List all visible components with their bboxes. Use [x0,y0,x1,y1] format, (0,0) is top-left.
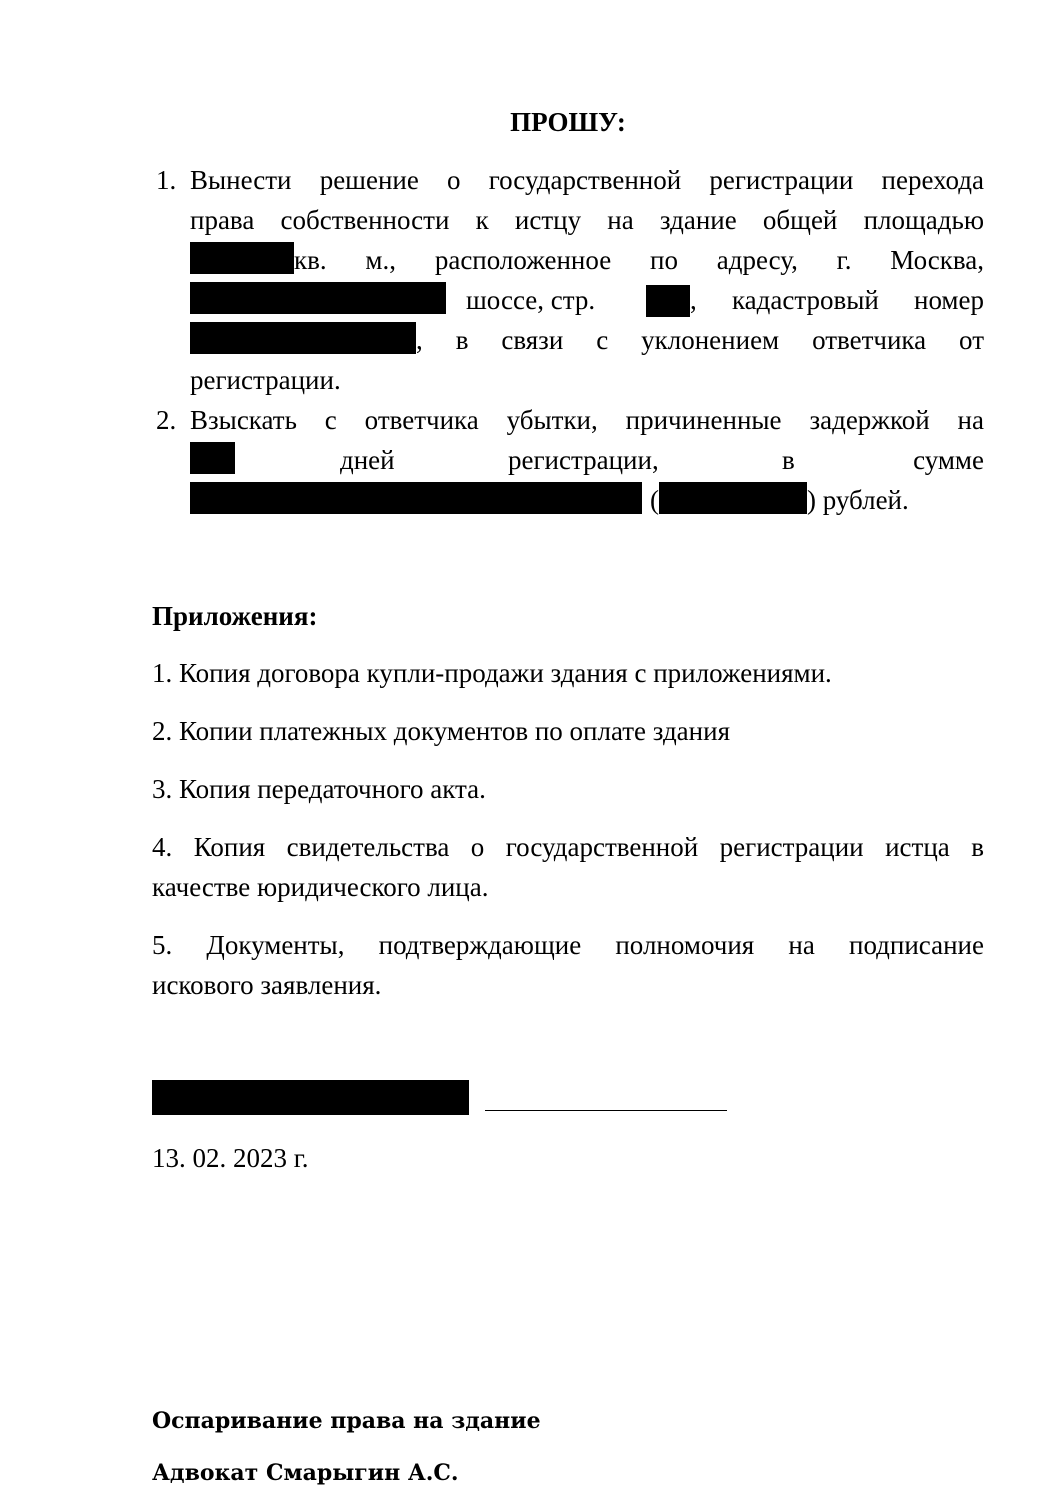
list-item-text: в [782,445,795,475]
footer-caption: Оспаривание права на здание [152,1408,541,1434]
redaction-block [190,482,642,514]
attachment-item: 1. Копия договора купли-продажи здания с приложениями. [152,658,832,688]
list-item-line [190,440,984,480]
attachment-item-line: качестве юридического лица. [152,872,489,902]
list-item-text: дней [340,445,395,475]
list-item-text: , кадастровый номер [690,285,984,315]
redaction-block [190,242,294,274]
page-title: ПРОШУ: [510,107,626,137]
footer-author: Адвокат Смарыгин А.С. [152,1460,459,1486]
attachment-item [152,827,984,907]
attachment-item-line: 4. Копия свидетельства о государственной регистрации истца в [152,832,984,862]
list-item-number: 2. [156,405,177,435]
signatory-redaction [152,1080,469,1115]
signature-line [485,1110,727,1111]
attachment-item [152,925,984,1005]
list-item-line [190,320,984,360]
list-item-line [190,480,984,520]
list-item-line: Вынести решение о государственной регистрации перехода [190,165,984,195]
redaction-block [190,442,235,474]
redaction-block [190,282,446,314]
list-item-line [190,280,984,320]
list-item-text: кв. м., расположенное по адресу, г. Москва, [294,245,984,275]
list-item-line [190,240,984,280]
list-item-line: Взыскать с ответчика убытки, причиненные задержкой на [190,405,984,435]
list-item-line: права собственности к истцу на здание общей площадью [190,205,984,235]
document-date: 13. 02. 2023 г. [152,1143,309,1173]
attachment-item-line: 5. Документы, подтверждающие полномочия на подписание [152,930,984,960]
attachment-item-line: искового заявления. [152,970,382,1000]
redaction-block [659,482,807,514]
list-item-text: , в связи с уклонением ответчика от [416,325,984,355]
list-item-text: ( [650,485,659,515]
attachment-item: 2. Копии платежных документов по оплате здания [152,716,730,746]
list-item-text: сумме [913,445,984,475]
attachments-title: Приложения: [152,601,318,631]
list-item-text: ) рублей. [807,485,909,515]
list-item-text: шоссе, стр. [466,285,596,315]
list-item-text: регистрации, [508,445,659,475]
list-item-line: регистрации. [190,365,341,395]
redaction-block [646,285,690,317]
attachment-item: 3. Копия передаточного акта. [152,774,486,804]
list-item-number: 1. [156,165,177,195]
redaction-block [190,322,416,354]
